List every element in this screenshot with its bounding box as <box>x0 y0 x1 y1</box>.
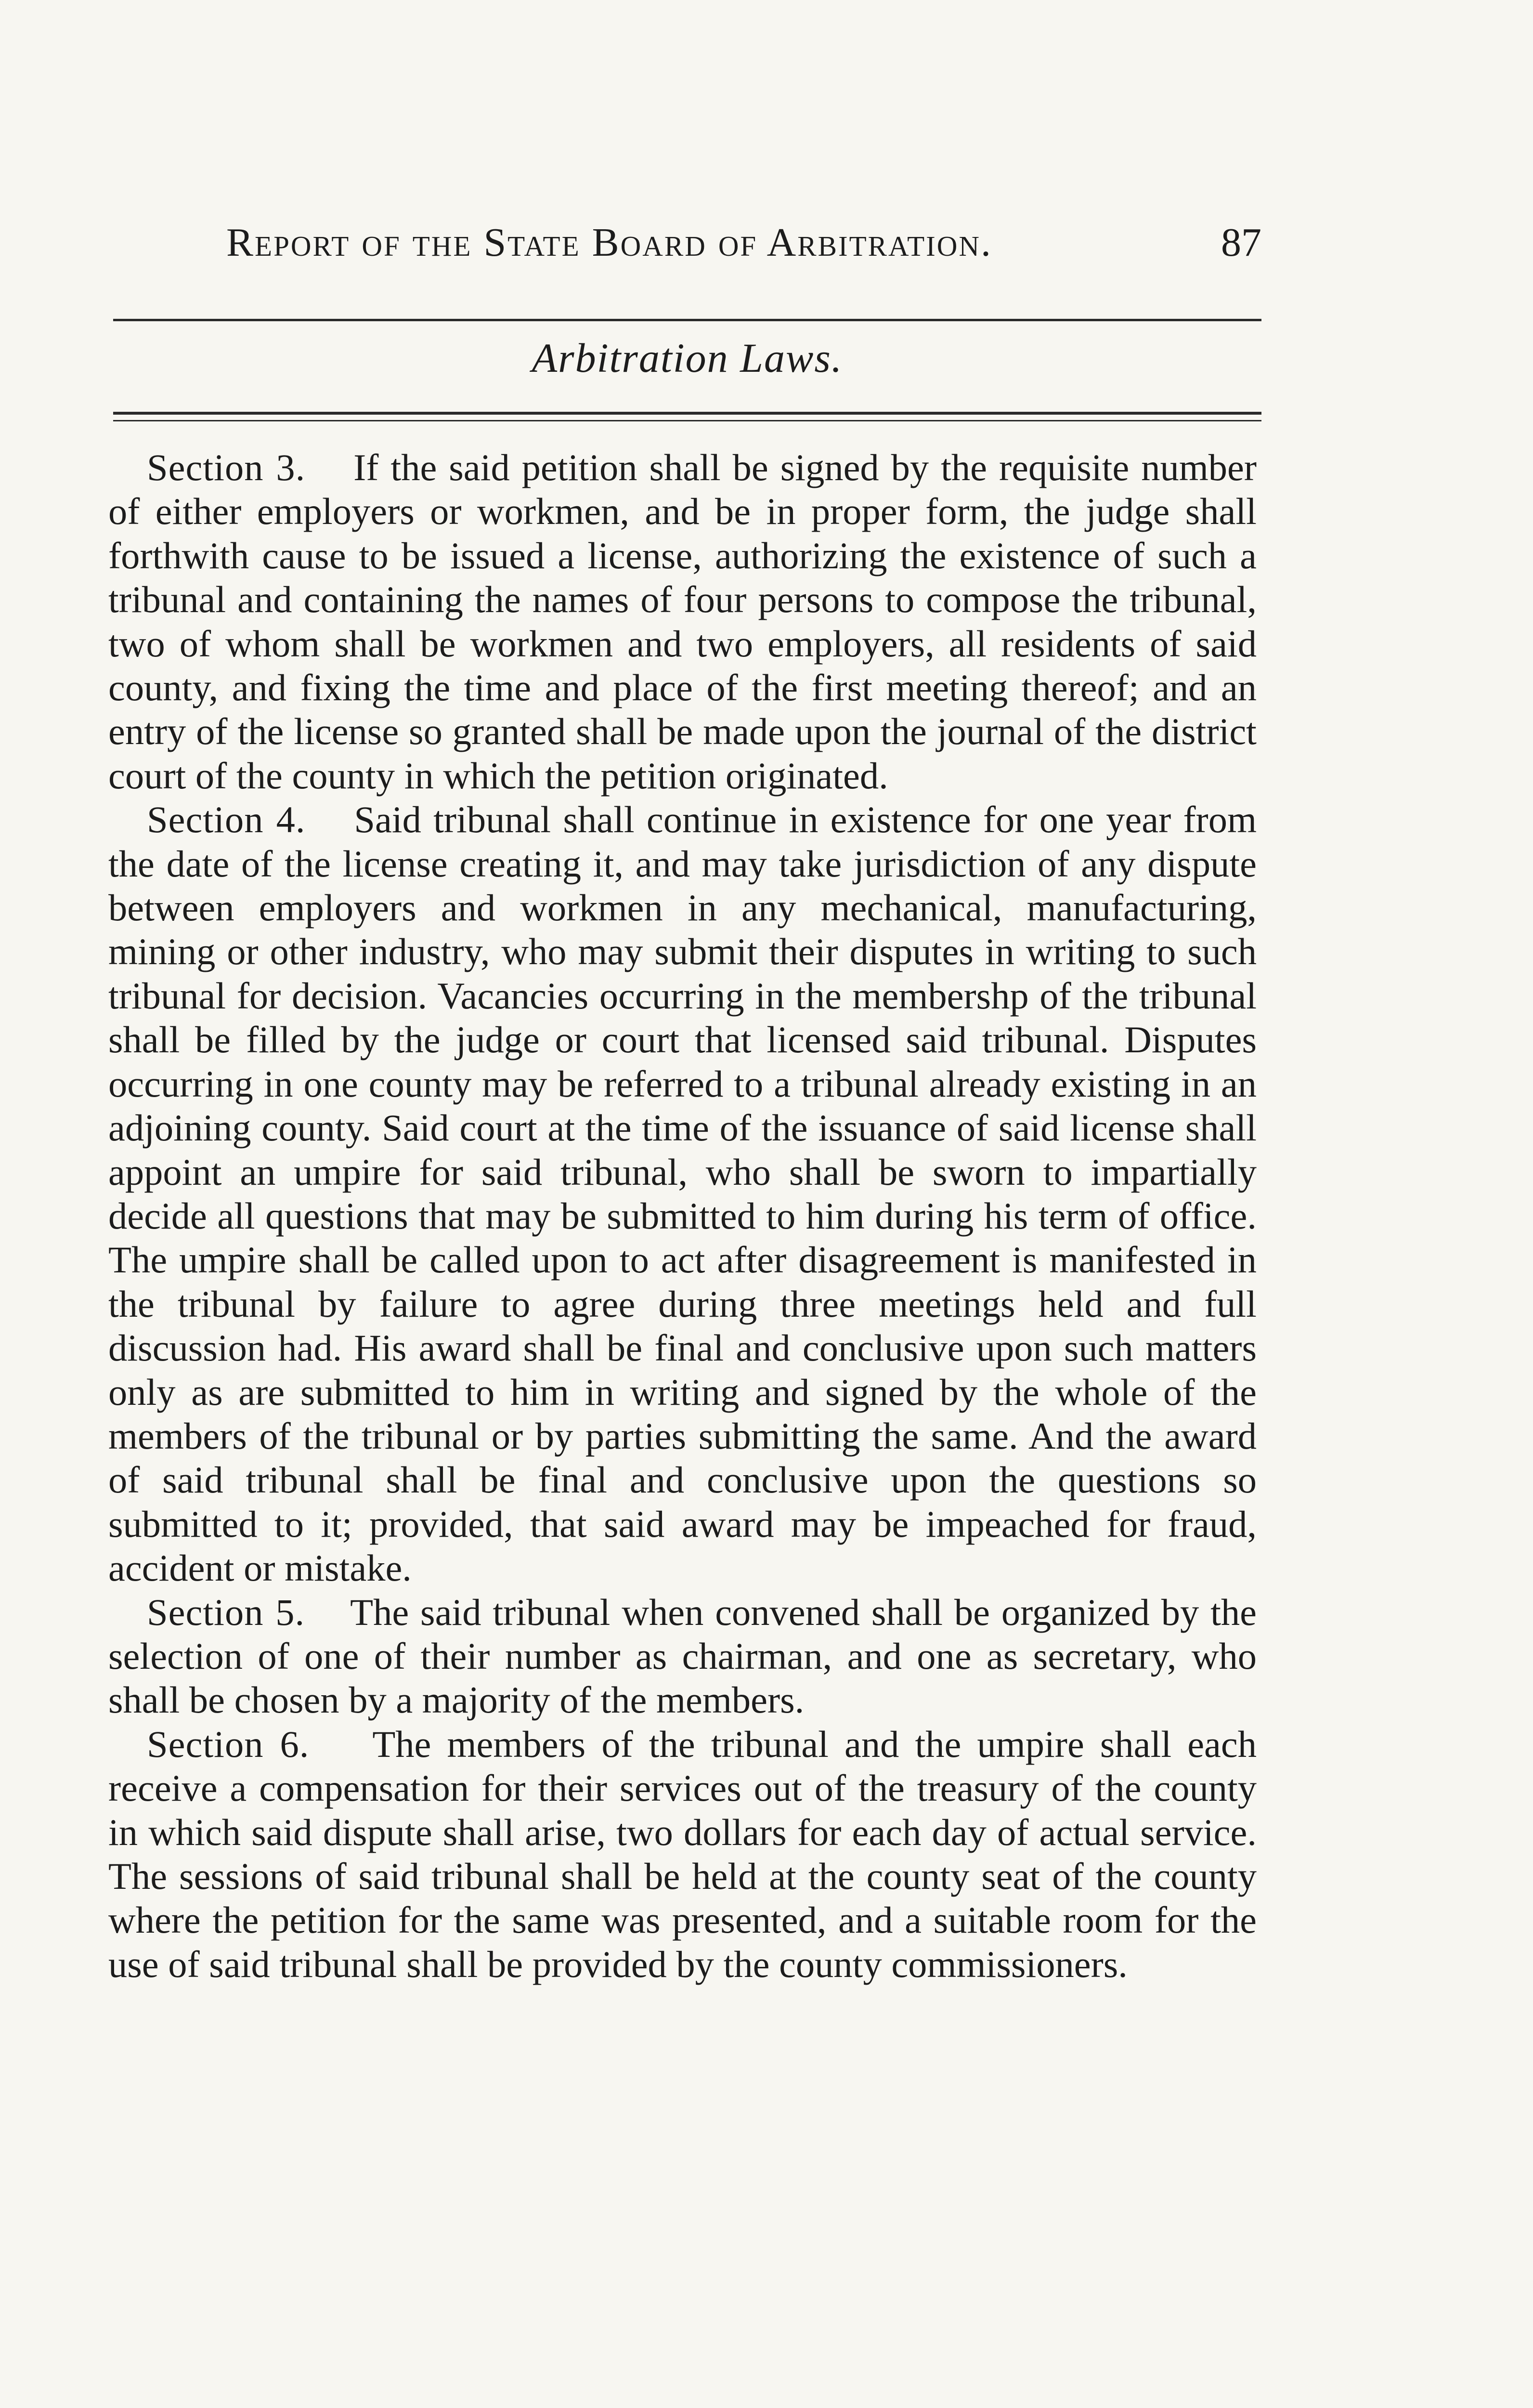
section-label: Section 3. <box>147 446 306 488</box>
section-paragraph <box>108 1590 1257 1722</box>
section-text: The said tribunal when convened shall be organized by the selection of one of their number as chairman, and one as secretary, who shall be chosen by a majority of the members. <box>108 1591 1257 1721</box>
body-text <box>108 445 1257 1986</box>
running-head <box>226 219 1261 277</box>
section-text: If the said petition shall be signed by the requisite number of either employers or workmen, and be in proper form, the judge shall forthwith cause to be issued a license, authorizing the existence of such a tribunal and containing the names of four persons to compose the tribunal, two of whom shall be workmen and two employers, all residents of said county, and fixing the time and place of the first meeting thereof; and an entry of the license so granted shall be made upon the journal of the district court of the county in which the petition originated. <box>108 446 1257 797</box>
page-number: 87 <box>1221 220 1261 265</box>
section-text: Said tribunal shall continue in existence for one year from the date of the license creating it, and may take jurisdiction of any dispute between employers and workmen in any mechanical, manufacturing, mining or other industry, who may submit their disputes in writing to such tribunal for decision. Vacancies occurring in the membershp of the tribunal shall be filled by the judge or court that licensed said tribunal. Disputes occurring in one county may be referred to a tribunal already existing in an adjoining county. Said court at the time of the issuance of said license shall appoint an umpire for said tribunal, who shall be sworn to impartially decide all questions that may be submitted to him during his term of office. The umpire shall be called upon to act after disagreement is manifested in the tribunal by failure to agree during three meetings held and full discussion had. His award shall be final and conclusive upon such matters only as are submitted to him in writing and signed by the whole of the members of the tribunal or by parties submitting the same. And the award of said tribunal shall be final and conclusive upon the questions so submitted to it; provided, that said award may be impeached for fraud, accident or mistake. <box>108 798 1257 1589</box>
section-paragraph <box>108 1722 1257 1986</box>
section-paragraph <box>108 445 1257 798</box>
section-heading: Arbitration Laws. <box>532 335 843 381</box>
heading-rule-thin <box>113 420 1261 421</box>
running-title: Report of the State Board of Arbitration. <box>226 220 992 265</box>
section-text: The members of the tribunal and the umpire shall each receive a compensation for their services out of the treasury of the county in which said dispute shall arise, two dollars for each day of actual service. The sessions of said tribunal shall be held at the county seat of the county where the petition for the same was presented, and a suitable room for the use of said tribunal shall be provided by the county commissioners. <box>108 1723 1257 1985</box>
heading-rule-thick <box>113 412 1261 415</box>
section-label: Section 5. <box>147 1591 305 1633</box>
header-rule <box>113 319 1261 321</box>
section-paragraph <box>108 798 1257 1590</box>
section-label: Section 4. <box>147 798 306 841</box>
section-label: Section 6. <box>147 1723 310 1765</box>
